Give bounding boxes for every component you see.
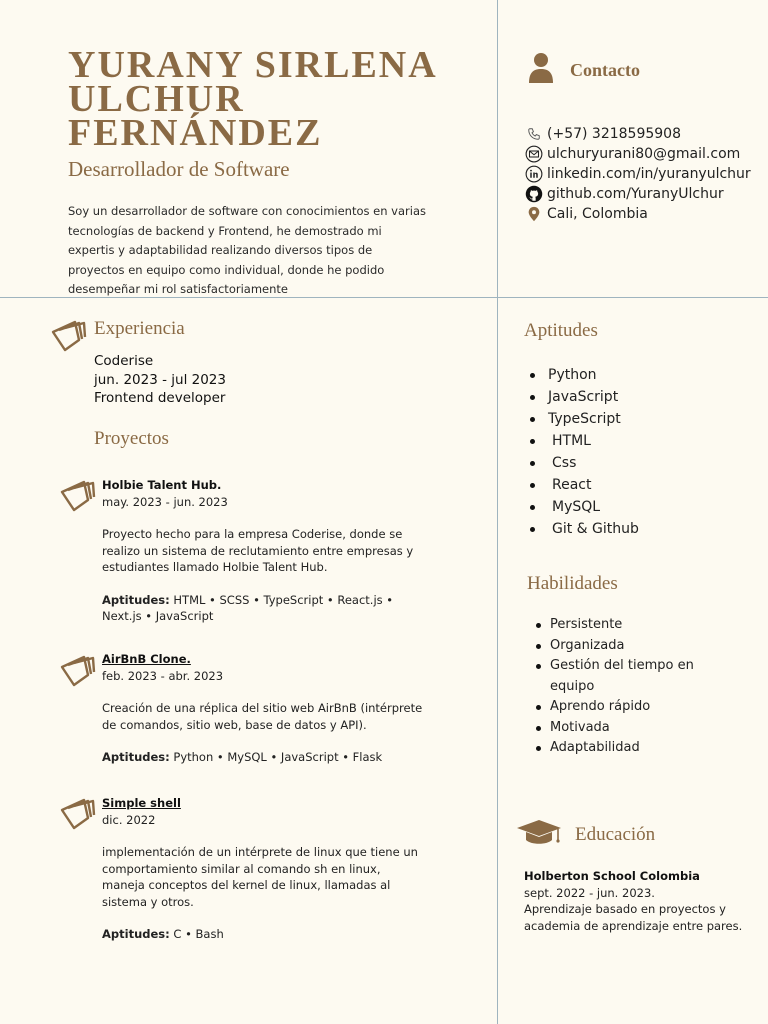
list-item: Gestión del tiempo en equipo (536, 656, 696, 697)
contact-email[interactable] (524, 144, 751, 164)
project-skills (102, 592, 427, 625)
list-item: Aprendo rápido (536, 697, 696, 718)
list-item: Adaptabilidad (536, 738, 696, 759)
project-description: Creación de una réplica del sitio web AirBnB (intérprete de comandos, sitio web, base de datos y API). (102, 701, 423, 732)
contact-email-text: ulchuryurani80@gmail.com (547, 146, 741, 162)
list-item: JavaScript (530, 386, 639, 408)
project-description: implementación de un intérprete de linux que tiene un comportamiento similar al comando sh en linux, maneja conceptos del kernel de linux, llamadas al sistema y otros. (102, 845, 418, 909)
list-item: Persistente (536, 615, 696, 636)
full-name: YURANY SIRLENA ULCHUR FERNÁNDEZ (68, 44, 436, 154)
linkedin-icon (524, 165, 544, 183)
project-item (102, 477, 427, 625)
education-header (515, 818, 655, 852)
experience-title: Experiencia (94, 318, 185, 339)
experience-company: Coderise (94, 353, 154, 369)
project-name: Holbie Talent Hub. (102, 478, 222, 492)
project-skills (102, 749, 427, 766)
stacked-pages-icon (51, 320, 87, 356)
profile-summary: Soy un desarrollador de software con conocimientos en varias tecnologías de backend y Frontend, he demostrado mi expertis y adaptabilidad realizando diversos tipos de proyectos en equipo como individual, donde he podido desempeñar mi rol satisfactoriamente (68, 204, 426, 296)
contact-phone-text: (+57) 3218595908 (547, 126, 681, 142)
experience-dates: jun. 2023 - jul 2023 (94, 371, 226, 388)
project-item (102, 795, 427, 943)
vertical-divider (497, 0, 498, 1024)
aptitudes-list (530, 364, 639, 540)
graduation-cap-icon (515, 818, 563, 852)
list-item: Python (530, 364, 639, 386)
skills-label: Aptitudes: (102, 750, 170, 764)
project-dates: feb. 2023 - abr. 2023 (102, 668, 224, 683)
email-icon (524, 145, 544, 163)
contact-header (528, 52, 640, 88)
aptitudes-title: Aptitudes (524, 320, 598, 341)
education-school: Holberton School Colombia (524, 869, 700, 883)
project-skills (102, 926, 427, 943)
stacked-pages-icon (60, 655, 96, 691)
list-item: TypeScript (530, 408, 639, 430)
projects-title: Proyectos (94, 428, 169, 449)
phone-icon (524, 127, 544, 141)
skills-label: Aptitudes: (102, 592, 170, 607)
contact-github[interactable] (524, 184, 751, 204)
list-item: React (530, 474, 639, 496)
person-icon (528, 52, 554, 88)
habilidades-title: Habilidades (527, 573, 618, 594)
github-icon (524, 185, 544, 203)
project-link[interactable]: AirBnB Clone. (102, 652, 191, 666)
contact-github-text: github.com/YuranyUlchur (547, 186, 724, 202)
list-item: HTML (530, 430, 639, 452)
education-dates: sept. 2022 - jun. 2023. (524, 885, 655, 900)
education-title: Educación (575, 824, 656, 845)
list-item: Css (530, 452, 639, 474)
list-item: Motivada (536, 718, 696, 739)
stacked-pages-icon (60, 480, 96, 516)
contact-location-text: Cali, Colombia (547, 206, 648, 222)
contact-linkedin[interactable] (524, 164, 751, 184)
experience-entry (94, 352, 226, 408)
list-item: MySQL (530, 496, 639, 518)
job-title: Desarrollador de Software (68, 157, 290, 181)
contact-phone[interactable] (524, 124, 751, 144)
contact-title: Contacto (570, 59, 640, 80)
experience-position: Frontend developer (94, 390, 226, 406)
habilidades-list (536, 615, 696, 759)
education-description: Aprendizaje basado en proyectos y academia de aprendizaje entre pares. (524, 902, 743, 933)
project-description: Proyecto hecho para la empresa Coderise, donde se realizo un sistema de reclutamiento entre empresas y estudiantes llamado Holbie Talent Hub. (102, 527, 414, 574)
stacked-pages-icon (60, 798, 96, 834)
contact-linkedin-text: linkedin.com/in/yuranyulchur (547, 166, 751, 182)
skills-label: Aptitudes: (102, 927, 170, 941)
project-skills-text: Python • MySQL • JavaScript • Flask (173, 750, 383, 764)
project-link[interactable]: Simple shell (102, 796, 181, 810)
list-item: Git & Github (530, 518, 639, 540)
list-item: Organizada (536, 636, 696, 657)
project-dates: may. 2023 - jun. 2023 (102, 494, 228, 509)
project-skills-text: C • Bash (173, 927, 224, 941)
education-entry (524, 868, 759, 934)
contact-location (524, 204, 751, 224)
contact-list (524, 124, 751, 224)
project-skills-text: HTML • SCSS • TypeScript • React.js • Next.js • JavaScript (102, 592, 394, 623)
project-dates: dic. 2022 (102, 812, 156, 827)
project-item (102, 651, 427, 766)
location-pin-icon (524, 206, 544, 222)
